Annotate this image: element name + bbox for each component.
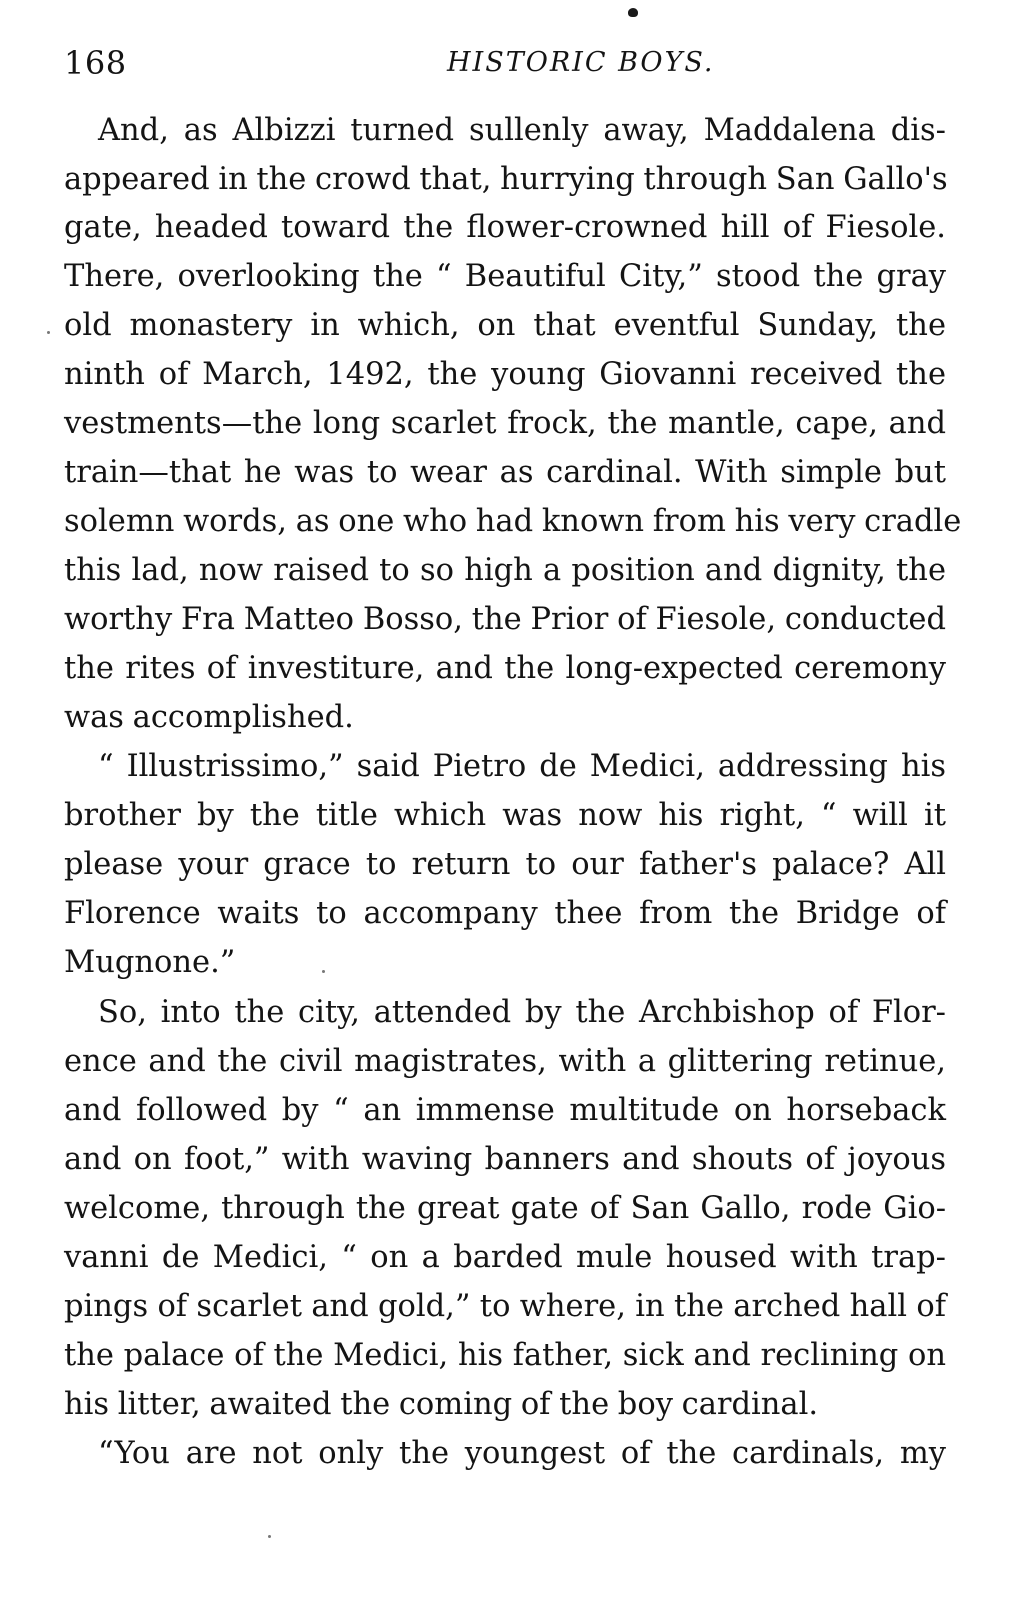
running-head: HISTORIC BOYS. bbox=[447, 47, 715, 78]
text-line: worthy Fra Matteo Bosso, the Prior of Fiesole, conducted bbox=[64, 602, 946, 637]
text-line: vanni de Medici, “ on a barded mule housed with trap- bbox=[64, 1240, 946, 1275]
text-line: please your grace to return to our father's palace? All bbox=[64, 847, 946, 882]
text-line: brother by the title which was now his right, “ will it bbox=[64, 798, 946, 833]
text-line: “ Illustrissimo,” said Pietro de Medici, addressing his bbox=[98, 749, 946, 784]
text-line: this lad, now raised to so high a position and dignity, the bbox=[64, 553, 946, 588]
paper-speck bbox=[47, 331, 50, 334]
text-line: “You are not only the youngest of the cardinals, my bbox=[98, 1436, 946, 1471]
text-line: ninth of March, 1492, the young Giovanni received the bbox=[64, 357, 946, 392]
text-line: appeared in the crowd that, hurrying through San Gallo's bbox=[64, 162, 948, 197]
text-line: and followed by “ an immense multitude on horseback bbox=[64, 1093, 946, 1128]
text-line: the rites of investiture, and the long-expected ceremony bbox=[64, 651, 946, 686]
text-line: Florence waits to accompany thee from the Bridge of bbox=[64, 896, 946, 931]
text-line: vestments—the long scarlet frock, the mantle, cape, and bbox=[64, 406, 946, 441]
text-line: Mugnone.” bbox=[64, 945, 236, 980]
text-line: So, into the city, attended by the Archbishop of Flor- bbox=[98, 995, 946, 1030]
text-line: old monastery in which, on that eventful Sunday, the bbox=[64, 308, 946, 343]
text-line: welcome, through the great gate of San Gallo, rode Gio- bbox=[64, 1191, 946, 1226]
text-line: ence and the civil magistrates, with a glittering retinue, bbox=[64, 1044, 946, 1079]
text-line: was accomplished. bbox=[64, 700, 354, 735]
text-line: And, as Albizzi turned sullenly away, Maddalena dis- bbox=[98, 113, 946, 148]
page-number: 168 bbox=[64, 44, 127, 82]
text-line: his litter, awaited the coming of the boy cardinal. bbox=[64, 1387, 819, 1422]
paper-speck bbox=[322, 970, 325, 973]
text-line: and on foot,” with waving banners and shouts of joyous bbox=[64, 1142, 946, 1177]
text-line: train—that he was to wear as cardinal. With simple but bbox=[64, 455, 946, 490]
text-line: pings of scarlet and gold,” to where, in the arched hall of bbox=[64, 1289, 946, 1324]
text-line: There, overlooking the “ Beautiful City,” stood the gray bbox=[64, 259, 946, 294]
text-line: gate, headed toward the flower-crowned hill of Fiesole. bbox=[64, 210, 946, 245]
paper-speck bbox=[268, 1535, 271, 1538]
text-line: solemn words, as one who had known from his very cradle bbox=[64, 504, 962, 539]
text-line: the palace of the Medici, his father, sick and reclining on bbox=[64, 1338, 946, 1373]
